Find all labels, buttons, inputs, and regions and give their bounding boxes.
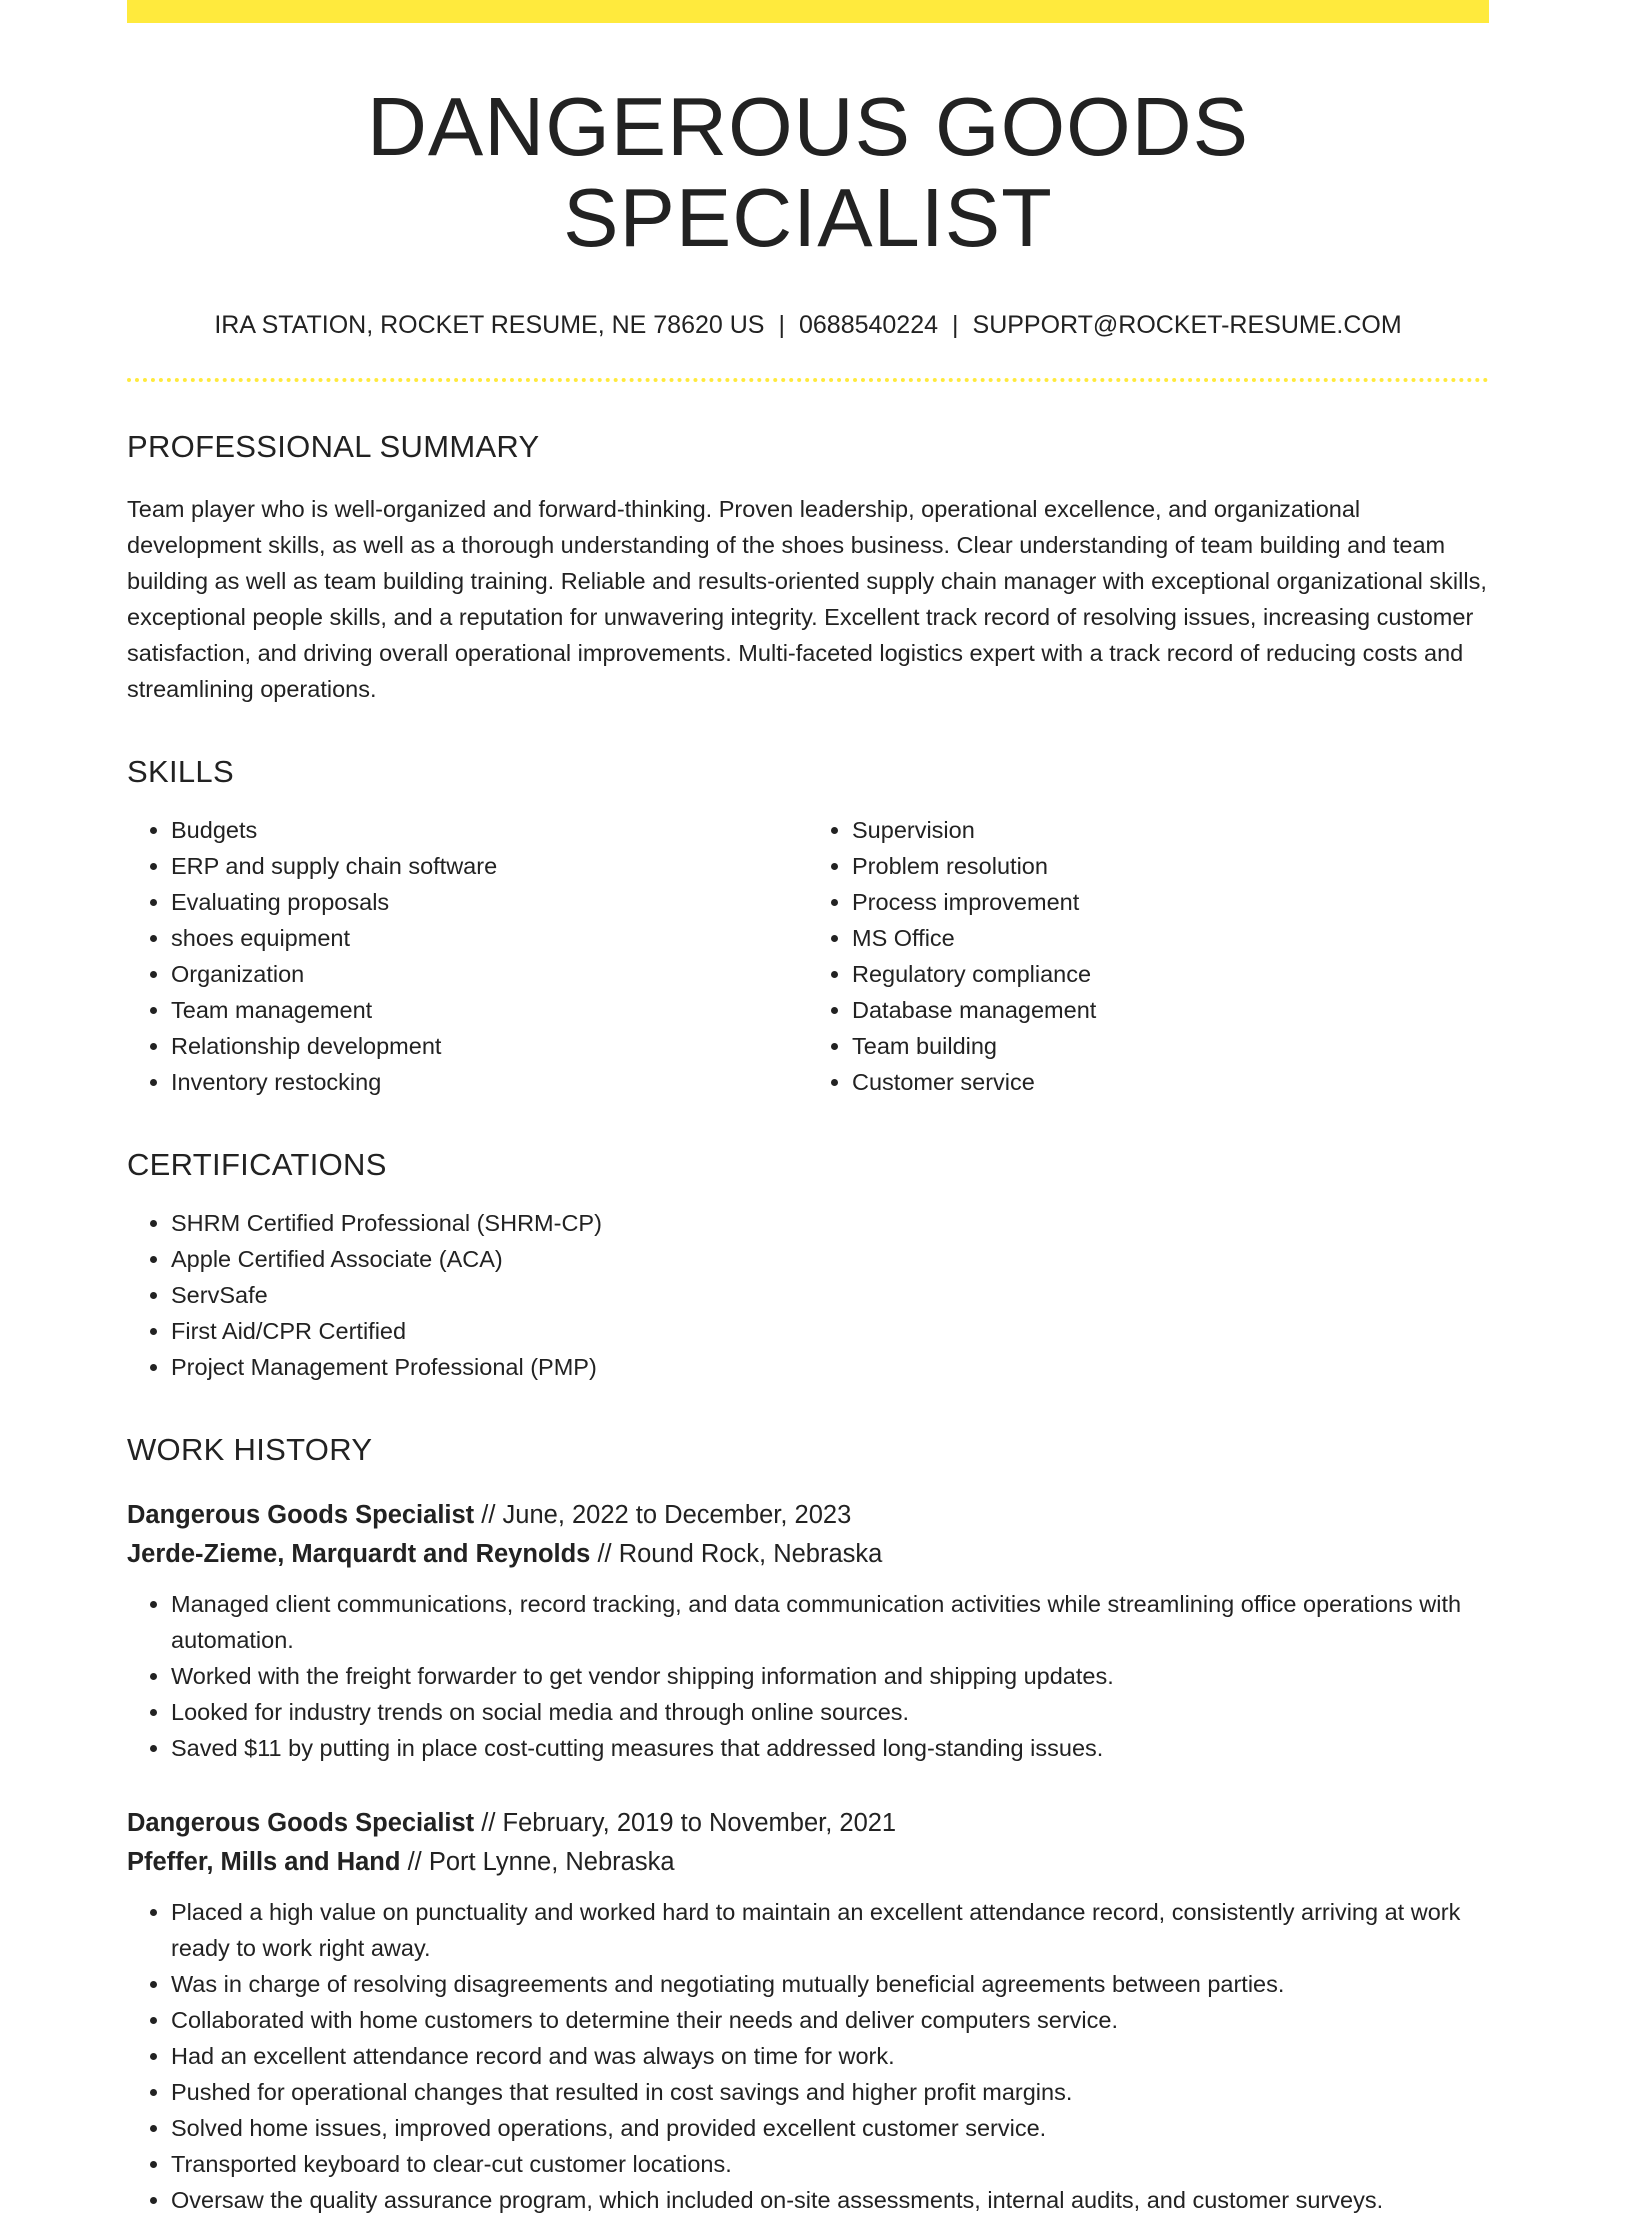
skill-item: • shoes equipment: [171, 920, 808, 956]
job-bullet: • Oversaw the quality assurance program, which included on-site assessments, internal audits, and customer surveys.: [171, 2182, 1489, 2218]
certification-item: • SHRM Certified Professional (SHRM-CP): [171, 1205, 1489, 1241]
skill-item: • Process improvement: [852, 884, 1489, 920]
job-dates: // February, 2019 to November, 2021: [481, 1809, 897, 1838]
job-entry: [127, 1496, 1489, 1766]
summary-text: Team player who is well-organized and forward-thinking. Proven leadership, operational excellence, and organizational development skills, as well as a thorough understanding of the shoes business. Clear understanding of team building and team building as well as team building training. Reliable and results-oriented supply chain manager with exceptional organizational skills, exceptional people skills, and a reputation for unwavering integrity. Excellent track record of resolving issues, increasing customer satisfaction, and driving overall operational improvements. Multi-faceted logistics expert with a track record of reducing costs and streamlining operations.: [127, 495, 1487, 702]
job-bullets: [127, 1586, 1489, 1766]
skills-list-right: [808, 812, 1489, 1100]
skill-item: • Inventory restocking: [171, 1064, 808, 1100]
certifications-list: [127, 1205, 1489, 1385]
email: SUPPORT@ROCKET-RESUME.COM: [972, 310, 1402, 339]
skill-item: • ERP and supply chain software: [171, 848, 808, 884]
skill-item: • Organization: [171, 956, 808, 992]
resume-title: DANGEROUS GOODS SPECIALIST: [366, 80, 1249, 265]
job-bullet: • Collaborated with home customers to determine their needs and deliver computers service.: [171, 2002, 1489, 2038]
skill-item: • Problem resolution: [852, 848, 1489, 884]
certification-item: • First Aid/CPR Certified: [171, 1313, 1489, 1349]
skill-item: • Evaluating proposals: [171, 884, 808, 920]
job-bullet: • Managed client communications, record tracking, and data communication activities while streamlining office operations with automation.: [171, 1586, 1489, 1658]
certification-item: • Project Management Professional (PMP): [171, 1349, 1489, 1385]
job-bullet: • Transported keyboard to clear-cut customer locations.: [171, 2146, 1489, 2182]
job-bullet: • Pushed for operational changes that resulted in cost savings and higher profit margins.: [171, 2074, 1489, 2110]
job-bullet: • Solved home issues, improved operations, and provided excellent customer service.: [171, 2110, 1489, 2146]
job-bullet: • Saved $11 by putting in place cost-cutting measures that addressed long-standing issues.: [171, 1730, 1489, 1766]
job-location: // Round Rock, Nebraska: [597, 1540, 883, 1569]
job-company-line: [127, 1535, 1489, 1574]
separator: |: [778, 310, 785, 339]
skills-list-left: [127, 812, 808, 1100]
skills-columns: [127, 790, 1489, 1100]
job-title: Dangerous Goods Specialist: [127, 1501, 475, 1530]
work-history-heading: WORK HISTORY: [127, 1432, 373, 1468]
skill-item: • Team management: [171, 992, 808, 1028]
skill-item: • Team building: [852, 1028, 1489, 1064]
certifications-heading: CERTIFICATIONS: [127, 1146, 387, 1182]
summary-heading: PROFESSIONAL SUMMARY: [127, 428, 540, 464]
job-bullet: • Placed a high value on punctuality and worked hard to maintain an excellent attendance record, consistently arriving at work ready to work right away.: [171, 1894, 1489, 1966]
job-company-line: [127, 1843, 1489, 1882]
job-bullet: • Worked with the freight forwarder to get vendor shipping information and shipping updates.: [171, 1658, 1489, 1694]
job-title-line: [127, 1804, 1489, 1843]
job-company: Pfeffer, Mills and Hand: [127, 1848, 401, 1877]
job-bullets: [127, 1894, 1489, 2218]
skill-item: • Database management: [852, 992, 1489, 1028]
certification-item: • Apple Certified Associate (ACA): [171, 1241, 1489, 1277]
skill-item: • Supervision: [852, 812, 1489, 848]
accent-bar: [127, 0, 1489, 23]
skill-item: • Budgets: [171, 812, 808, 848]
skill-item: • Regulatory compliance: [852, 956, 1489, 992]
job-bullet: • Looked for industry trends on social media and through online sources.: [171, 1694, 1489, 1730]
skill-item: • Customer service: [852, 1064, 1489, 1100]
job-bullet: • Had an excellent attendance record and was always on time for work.: [171, 2038, 1489, 2074]
job-title-line: [127, 1496, 1489, 1535]
job-bullet: • Was in charge of resolving disagreements and negotiating mutually beneficial agreements between parties.: [171, 1966, 1489, 2002]
address: IRA STATION, ROCKET RESUME, NE 78620 US: [214, 310, 765, 339]
dotted-divider: [127, 378, 1489, 382]
contact-line: [127, 310, 1489, 340]
job-location: // Port Lynne, Nebraska: [407, 1848, 675, 1877]
resume-page: [127, 0, 1489, 2218]
certification-item: • ServSafe: [171, 1277, 1489, 1313]
skills-heading: SKILLS: [127, 753, 234, 789]
skill-item: • Relationship development: [171, 1028, 808, 1064]
job-title: Dangerous Goods Specialist: [127, 1809, 475, 1838]
skill-item: • MS Office: [852, 920, 1489, 956]
job-company: Jerde-Zieme, Marquardt and Reynolds: [127, 1540, 591, 1569]
separator: |: [952, 310, 959, 339]
job-entry: [127, 1804, 1489, 2218]
phone: 0688540224: [798, 310, 939, 339]
job-dates: // June, 2022 to December, 2023: [481, 1501, 852, 1530]
